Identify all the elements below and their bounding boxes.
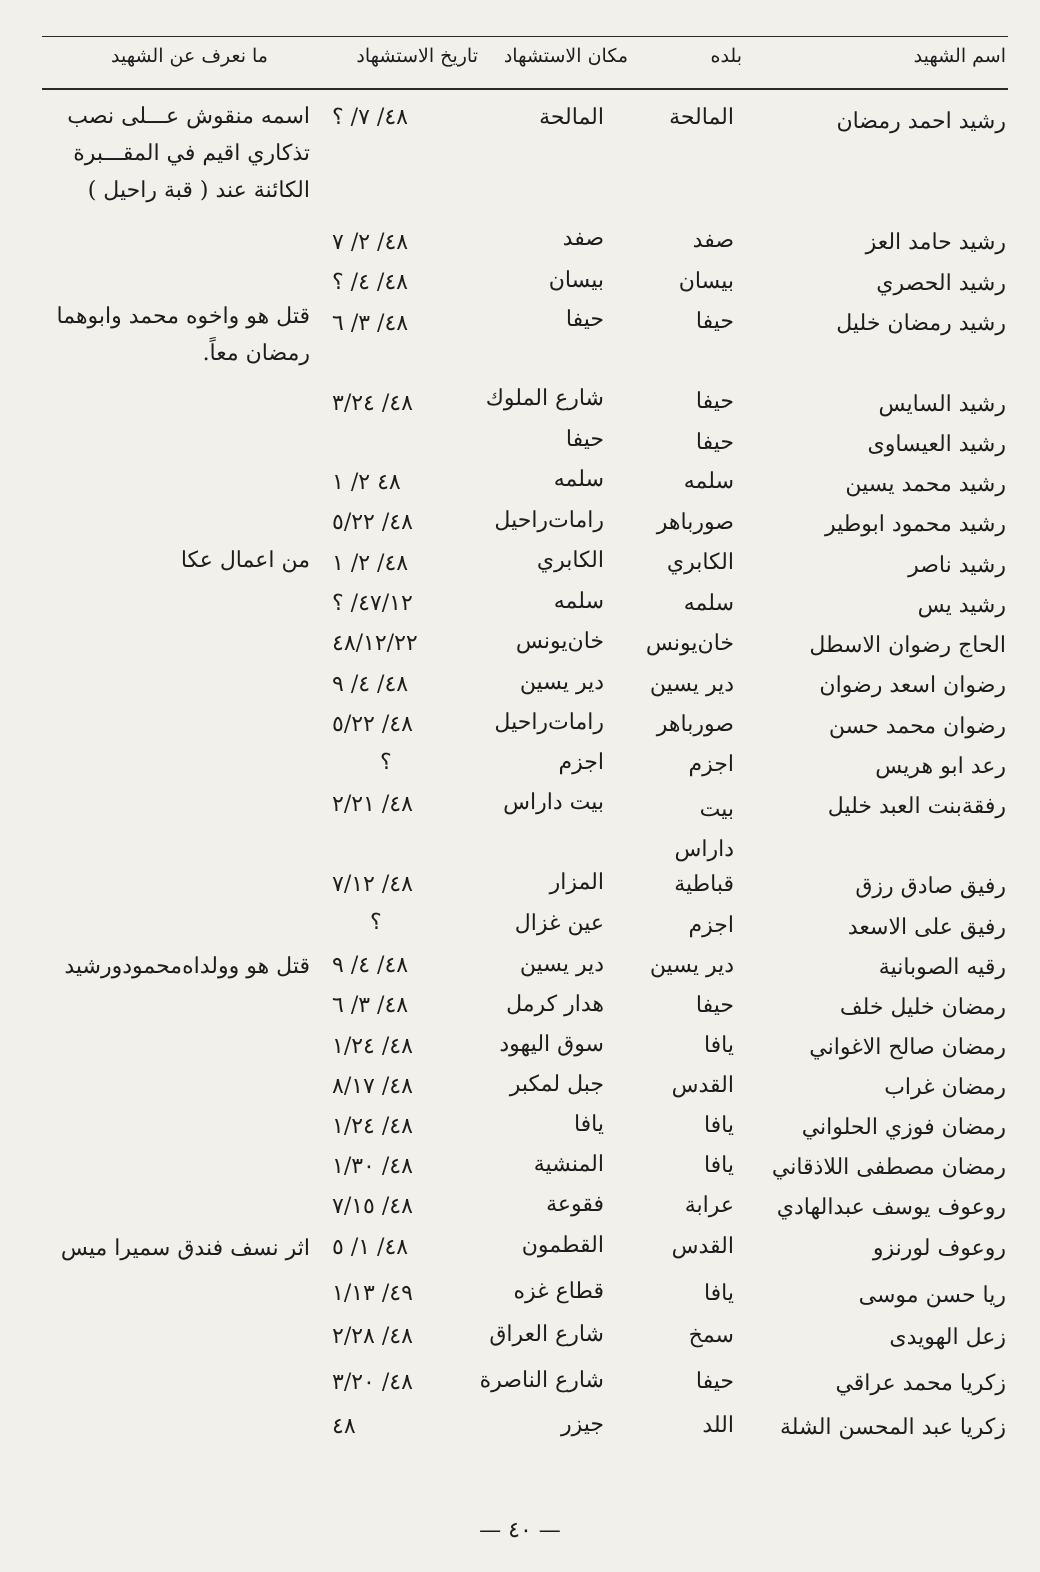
row-place: عين غزال <box>514 911 604 936</box>
row-town: حيفا <box>695 309 734 334</box>
header-notes: ما نعرف عن الشهيد <box>110 45 268 67</box>
row-place: جبل لمكبر <box>509 1072 604 1097</box>
row-name: رشيد رمضان خليل <box>836 311 1006 336</box>
row-town: دير يسين <box>649 953 734 978</box>
row-date: ٤٨/ ٤/ ٩ <box>332 953 409 978</box>
row-date: ٤٨/ ٢/ ٧ <box>332 230 409 255</box>
row-name: رفيق على الاسعد <box>847 915 1006 940</box>
row-place: حيفا <box>565 427 604 452</box>
row-name: رمضان صالح الاغواني <box>809 1035 1006 1060</box>
row-place: سلمه <box>553 589 604 614</box>
row-name: رمضان فوزي الحلواني <box>801 1115 1006 1140</box>
row-town: سلمه <box>683 591 734 616</box>
row-town: حيفا <box>695 993 734 1018</box>
row-name: رشيد يس <box>917 593 1006 618</box>
header-date: تاريخ الاستشهاد <box>356 45 478 67</box>
row-town: عرابة <box>684 1193 734 1218</box>
row-name: رشيد العيساوى <box>867 432 1006 457</box>
row-date: ٤٨/ ٢/ ١ <box>332 551 409 576</box>
row-town: المالحة <box>669 105 734 130</box>
row-place: قطاع غزه <box>513 1279 604 1304</box>
row-town: خان‌يونس <box>645 631 734 656</box>
header-name: اسم الشهيد <box>913 45 1006 67</box>
header-place: مكان الاستشهاد <box>503 45 628 67</box>
row-place: يافا <box>573 1112 604 1137</box>
row-name: رضوان محمد حسن <box>828 714 1006 739</box>
row-name: الحاج رضوان الاسطل <box>809 633 1006 658</box>
row-name: رفقةبنت العبد خليل <box>827 794 1006 819</box>
row-name: زكريا محمد عراقي <box>835 1371 1006 1396</box>
row-date: ٤٨/ ٢/٢١ <box>332 792 413 817</box>
row-place: فقوعة <box>546 1192 604 1217</box>
row-town: يافا <box>703 1033 734 1058</box>
row-date: ٤٨/ ٣/٢٤ <box>332 391 413 416</box>
row-place: شارع العراق <box>489 1322 604 1347</box>
row-name: روعوف لورنزو <box>872 1236 1006 1261</box>
row-town: سمخ <box>688 1323 734 1348</box>
row-note: قتل هو وولداه‌محمودورشيد <box>64 954 310 979</box>
row-place: المزار <box>549 870 604 895</box>
row-town: القدس <box>671 1073 734 1098</box>
row-town: صورباهر <box>656 712 734 737</box>
row-place: جيزر <box>560 1412 604 1437</box>
row-date: ٤٩/ ١/١٣ <box>332 1281 413 1306</box>
row-name: روعوف يوسف عبدالهادي <box>776 1195 1006 1220</box>
row-town: سلمه <box>683 469 734 494</box>
row-name: رمضان خليل خلف <box>839 995 1006 1020</box>
row-town: صفد <box>692 228 734 253</box>
row-town: يافا <box>703 1113 734 1138</box>
row-name: رشيد احمد رمضان <box>836 109 1006 134</box>
row-date: ٤٨/ ١/٢٤ <box>332 1034 413 1059</box>
row-note: اسمه منقوش عـــلى نصب تذكاري اقيم في المقـــبرة الكائنة عند ( قبة راحيل ) <box>67 104 310 203</box>
row-place: القطمون <box>521 1233 604 1258</box>
header-town: بلده <box>710 45 742 67</box>
row-name: رشيد الحصري <box>876 271 1006 296</box>
row-place: صفد <box>562 226 604 251</box>
row-name: رشيد السايس <box>878 392 1006 417</box>
row-place: هدار كرمل <box>506 992 604 1017</box>
row-town: الكابري <box>666 550 734 575</box>
row-town: يافا <box>703 1281 734 1306</box>
row-name: رفيق صادق رزق <box>855 874 1006 899</box>
row-date: ٤٨/ ٤/ ؟ <box>332 270 408 295</box>
row-date: ٤٨/ ١/٣٠ <box>332 1154 413 1179</box>
row-date: ٤٨ ٢/ ١ <box>332 470 401 495</box>
row-place: بيت داراس <box>503 790 604 815</box>
row-date: ؟ <box>370 910 382 935</box>
row-name: ريا حسن موسى <box>858 1283 1006 1308</box>
row-date: ٤٨ <box>332 1414 356 1439</box>
row-place: شارع الملوك <box>485 386 604 411</box>
row-name: رمضان غراب <box>884 1075 1006 1100</box>
row-place: رامات‌راحيل <box>494 710 604 735</box>
row-name: زكريا عبد المحسن الشلة <box>780 1415 1006 1440</box>
row-name: رشيد محمود ابوطير <box>825 512 1006 537</box>
row-town: بيسان <box>678 269 734 294</box>
row-place: خان‌يونس <box>515 629 604 654</box>
row-town: اجزم <box>688 913 734 938</box>
row-town: اجزم <box>688 752 734 777</box>
row-town: حيفا <box>695 389 734 414</box>
row-place: دير يسين <box>519 952 604 977</box>
row-date: ٤٨/ ٥/٢٢ <box>332 510 413 535</box>
row-date: ٤٨/ ٥/٢٢ <box>332 712 413 737</box>
row-town: اللد <box>702 1413 734 1438</box>
row-place: شارع الناصرة <box>479 1368 604 1393</box>
row-name: رضوان اسعد رضوان <box>819 673 1006 698</box>
top-rule <box>42 36 1008 37</box>
row-town: يافا <box>703 1153 734 1178</box>
row-place: بيسان <box>548 268 604 293</box>
page-number: — ٤٠ — <box>479 1518 561 1543</box>
row-town: حيفا <box>695 430 734 455</box>
row-town: صورباهر <box>656 510 734 535</box>
row-town: دير يسين <box>649 672 734 697</box>
row-place: اجزم <box>558 750 604 775</box>
row-town: القدس <box>671 1234 734 1259</box>
row-date: ٤٨/ ٤/ ٩ <box>332 672 409 697</box>
row-date: ٤٨/ ٧/١٥ <box>332 1194 413 1219</box>
row-place: رامات‌راحيل <box>494 508 604 533</box>
row-name: رعد ابو هريس <box>875 754 1006 779</box>
row-date: ٤٨/ ٣/٢٠ <box>332 1370 413 1395</box>
row-place: حيفا <box>565 307 604 332</box>
row-place: دير يسين <box>519 670 604 695</box>
row-date: ؟ <box>380 750 392 775</box>
row-date: ٤٧/١٢/ ؟ <box>332 591 413 616</box>
row-date: ٤٨/ ٧/ ؟ <box>332 105 408 130</box>
row-date: ٤٨/ ٧/١٢ <box>332 872 413 897</box>
row-name: زعل الهويدى <box>889 1325 1006 1350</box>
row-date: ٤٨/ ٣/ ٦ <box>332 311 409 336</box>
row-date: ٤٨/١٢/٢٢ <box>332 631 418 656</box>
row-place: المنشية <box>533 1152 604 1177</box>
row-date: ٤٨/ ١/ ٥ <box>332 1235 409 1260</box>
row-place: سوق اليهود <box>499 1032 604 1057</box>
row-note: قتل هو واخوه محمد وابوهما رمضان معاً. <box>56 304 310 366</box>
row-place: الكابري <box>536 548 604 573</box>
row-date: ٤٨/ ٣/ ٦ <box>332 993 409 1018</box>
row-name: رشيد محمد يسين <box>845 472 1006 497</box>
row-town: قباطية <box>674 872 734 897</box>
row-note: اثر نسف فندق سميرا ميس <box>60 1236 310 1261</box>
row-place: سلمه <box>553 467 604 492</box>
row-name: رقيه الصوبانية <box>878 955 1006 980</box>
header-rule <box>42 88 1008 90</box>
row-name: رمضان مصطفى اللاذقاني <box>771 1155 1006 1180</box>
row-date: ٤٨/ ٨/١٧ <box>332 1074 413 1099</box>
row-date: ٤٨/ ١/٢٤ <box>332 1114 413 1139</box>
row-place: المالحة <box>539 105 604 130</box>
row-town: حيفا <box>695 1369 734 1394</box>
row-name: رشيد ناصر <box>908 553 1006 578</box>
row-note: من اعمال عكا <box>180 548 310 573</box>
row-town: بيت داراس <box>674 797 734 862</box>
row-name: رشيد حامد العز <box>865 230 1006 255</box>
row-date: ٤٨/ ٢/٢٨ <box>332 1324 413 1349</box>
